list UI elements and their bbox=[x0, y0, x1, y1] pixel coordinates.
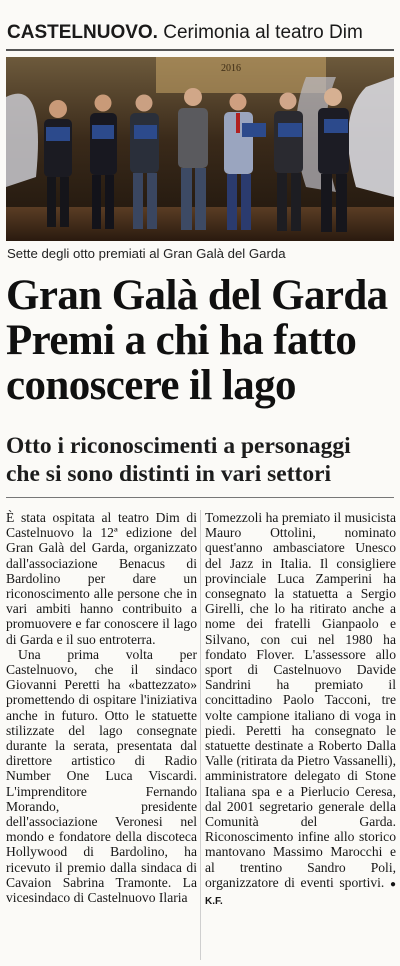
article-paragraph: È stata ospitata al teatro Dim di Castelnuovo la 12ª edizione del Gran Galà del Garda, organizzato dall'associazione Benacus di Bardolino per dare un riconoscimento alle persone che in vari ambiti hanno contribuito a promuovere e far conoscere il lago di Garda e il suo entroterra. bbox=[6, 510, 197, 647]
section-divider bbox=[6, 497, 394, 498]
headline-line: conoscere il lago bbox=[6, 362, 296, 409]
kicker-rule bbox=[6, 49, 394, 51]
article-text: Tomezzoli ha premiato il musicista Mauro Ottolini, nominato quest'anno ambasciatore Unesco del Jazz in Italia. Il consigliere provinciale Luca Zamperini ha consegnato la statuetta a Sergio Girelli, che lo ha ritirato anche a nome dei fratelli Gianpaolo e Silvano, con cui nel 1980 ha fondato Flover. L'assessore allo sport di Castelnuovo Davide Sandrini ha premiato il concittadino Paolo Tacconi, tre volte campione italiano di voga in piedi. Peretti ha consegnato le statuette destinate a Roberto Dalla Valle (ritirata da Pietro Vassanelli), amministratore delegato di Stone Italiana spa e a Pierlucio Ceresa, dal 2001 segretario generale della Comunità del Garda. Riconoscimento infine allo storico mantovano Massimo Marocchi e al trentino Sandro Poli, organizzatore di eventi sportivi. bbox=[205, 510, 396, 890]
award-ceremony-photo bbox=[6, 57, 394, 241]
kicker-place: CASTELNUOVO. bbox=[7, 22, 158, 43]
article-column-right bbox=[205, 510, 396, 909]
subheadline-line: che si sono distinti in vari settori bbox=[6, 461, 332, 487]
backdrop-year: 2016 bbox=[221, 63, 241, 74]
section-kicker bbox=[7, 22, 363, 44]
headline-line: Gran Galà del Garda bbox=[6, 272, 388, 319]
photo-illustration bbox=[6, 57, 394, 241]
kicker-topic: Cerimonia al teatro Dim bbox=[163, 22, 363, 43]
subheadline bbox=[6, 432, 351, 488]
subheadline-line: Otto i riconoscimenti a personaggi bbox=[6, 433, 351, 459]
article-column-left bbox=[6, 510, 197, 905]
headline bbox=[6, 273, 388, 408]
article-paragraph bbox=[205, 510, 396, 909]
column-divider bbox=[200, 510, 201, 960]
author-signature: ● K.F. bbox=[205, 878, 396, 908]
headline-line: Premi a chi ha fatto bbox=[6, 317, 357, 364]
photo-caption: Sette degli otto premiati al Gran Galà del Garda bbox=[7, 246, 286, 261]
article-paragraph: Una prima volta per Castelnuovo, che il sindaco Giovanni Peretti ha «battezzato» promettendo di ospitare l'iniziativa anche in futuro. Otto le statuette stilizzate del lago consegnate durante la serata, presentata dal direttore artistico di Radio Number One Luca Viscardi. L'imprenditore Fernando Morando, presidente dell'associazione Veronesi nel mondo e fondatore della discoteca Hollywood di Bardolino, ha ricevuto il premio dalla sindaca di Cavaion Sabrina Tramonte. La vicesindaco di Castelnuovo Ilaria bbox=[6, 646, 197, 906]
